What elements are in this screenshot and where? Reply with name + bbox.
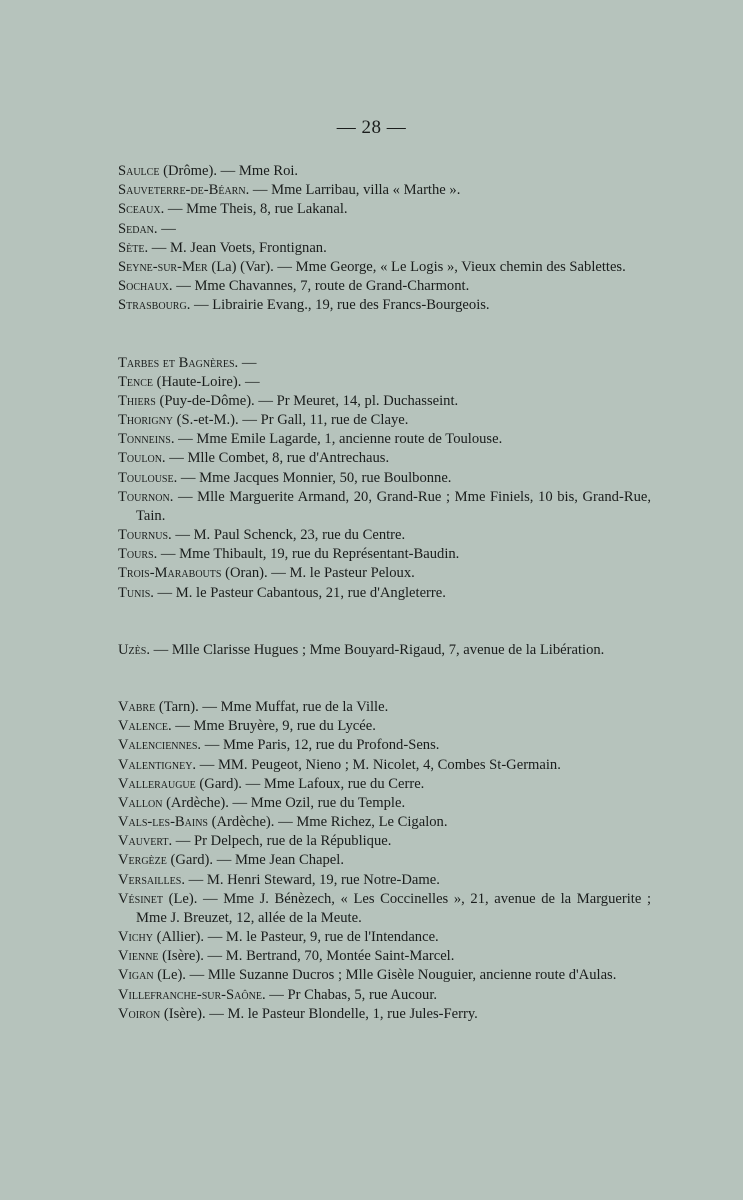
directory-entry [118,373,651,392]
entry-place: Villefranche-sur-Saône [118,986,262,1003]
directory-entry [118,411,651,430]
directory-entry [118,794,651,813]
directory-entry [118,890,651,928]
entry-place: Saulce [118,163,160,179]
directory-entry [118,392,651,411]
entry-details: . — Mme Bruyère, 9, rue du Lycée. [167,718,376,735]
entry-place: Vergèze [118,852,167,869]
entry-details: . — M. Henri Steward, 19, rue Notre-Dame. [181,871,440,888]
directory-entry [118,277,651,296]
entry-place: Tours [118,546,154,563]
entry-place: Seyne-sur-Mer [118,258,208,275]
entry-details: (Tarn). — Mme Muffat, rue de la Ville. [155,698,389,715]
entry-details: . — Mme Theis, 8, rue Lakanal. [160,201,348,218]
entry-place: Sauveterre-de-Béarn [118,182,246,199]
entry-place: Toulon [118,450,162,467]
entry-details: . — Mlle Combet, 8, rue d'Antrechaus. [161,450,390,467]
entry-details: . — Mlle Marguerite Armand, 20, Grand-Rue ; Mme Finiels, 10 bis, Grand-Rue, Tain. [136,488,651,524]
entry-details: . — MM. Peugeot, Nieno ; M. Nicolet, 4, Combes St-Germain. [192,756,561,773]
entry-details: (La) (Var). — Mme George, « Le Logis », Vieux chemin des Sablettes. [207,258,626,275]
entry-details: (Le). — Mme J. Bénèzech, « Les Coccinelles », 21, avenue de la Marguerite ; Mme J. Breuzet, 12, allée de la Meute. [136,890,651,926]
entry-place: Valenciennes [118,737,198,754]
directory-section [118,698,651,1024]
entry-details: . — Librairie Evang., 19, rue des Francs-Bourgeois. [186,297,490,314]
entry-place: Trois-Marabouts [118,565,222,582]
entry-place: Thiers [118,392,156,409]
directory-entry [118,220,651,239]
entry-details: . — Mme Jacques Monnier, 50, rue Boulbonne. [173,469,452,486]
entry-place: Sceaux [118,201,161,218]
entry-place: Tunis [118,584,151,601]
directory-entry [118,430,651,449]
directory-entry [118,947,651,966]
entry-details: (Haute-Loire). — [153,373,260,390]
entry-place: Valence [118,718,168,735]
entry-details: . — [234,354,257,371]
directory-entry [118,354,651,373]
entry-place: Thorigny [118,412,174,429]
entry-place: Vallon [118,794,163,811]
entry-details: (Ardèche). — Mme Richez, Le Cigalon. [208,814,448,831]
entry-details: (Drôme). — Mme Roi. [159,163,299,179]
entry-place: Vienne [118,948,159,965]
directory-entry [118,986,651,1005]
entry-details: (Le). — Mlle Suzanne Ducros ; Mlle Gisèle Nouguier, ancienne route d'Aulas. [153,967,617,984]
entry-details: (Isère). — M. Bertrand, 70, Montée Saint-Marcel. [158,948,455,965]
directory-entry [118,488,651,526]
entry-details: . — Pr Delpech, rue de la République. [168,833,392,850]
entry-place: Uzès [118,641,147,658]
directory-entry [118,775,651,794]
directory-entry [118,1005,651,1024]
directory-entry [118,200,651,219]
entry-details: . — Mme Emile Lagarde, 1, ancienne route de Toulouse. [170,431,503,448]
directory-entry [118,698,651,717]
entry-place: Sedan [118,220,154,237]
entry-place: Vigan [118,967,154,984]
entry-details: . — M. Paul Schenck, 23, rue du Centre. [168,527,406,543]
entry-details: (Gard). — Mme Jean Chapel. [166,852,344,869]
directory-entry [118,832,651,851]
directory-entry [118,736,651,755]
entry-place: Tournon [118,488,170,505]
entry-details: (Allier). — M. le Pasteur, 9, rue de l'Intendance. [152,929,439,945]
directory-entry [118,469,651,488]
directory-entry [118,239,651,258]
page-number: — 28 — [336,117,407,138]
entry-details: . — Mme Paris, 12, rue du Profond-Sens. [197,737,440,754]
directory-entry [118,584,651,603]
entry-place: Vauvert [118,833,169,850]
directory-entry [118,966,651,985]
entry-place: Tonneins [118,431,171,448]
entry-details: (Ardèche). — Mme Ozil, rue du Temple. [162,794,406,811]
entry-place: Strasbourg [118,297,187,314]
directory-entry [118,756,651,775]
entry-details: . — Mlle Clarisse Hugues ; Mme Bouyard-Rigaud, 7, avenue de la Libération. [146,641,605,658]
directory-entry [118,449,651,468]
directory-entry [118,871,651,890]
entry-details: (Puy-de-Dôme). — Pr Meuret, 14, pl. Duchasseint. [155,392,459,409]
directory-entry [118,296,651,315]
entry-place: Sochaux [118,278,169,295]
directory-entry [118,717,651,736]
directory-entry [118,545,651,564]
entry-details: . — [153,220,176,237]
entry-details: (Oran). — M. le Pasteur Peloux. [221,565,415,582]
directory-entry [118,258,651,277]
section-gap [118,335,651,354]
entry-details: . — Pr Chabas, 5, rue Aucour. [261,986,438,1003]
entry-details: . — M. Jean Voets, Frontignan. [144,239,327,256]
directory-entry [118,564,651,583]
directory-section [118,354,651,603]
entry-place: Tarbes et Bagnères [118,354,235,371]
section-gap [118,679,651,698]
section-gap [118,622,651,641]
entry-details: . — M. le Pasteur Cabantous, 21, rue d'Angleterre. [150,584,446,601]
directory-entry [118,641,651,660]
entry-place: Versailles [118,871,182,888]
entry-place: Valentigney [118,756,193,773]
entry-place: Valleraugue [118,775,196,792]
entry-details: (S.-et-M.). — Pr Gall, 11, rue de Claye. [173,412,409,429]
entry-place: Tence [118,373,154,390]
entry-details: . — Mme Larribau, villa « Marthe ». [245,182,461,199]
entry-place: Voiron [118,1005,161,1022]
directory-entry [118,162,651,181]
entry-details: . — Mme Chavannes, 7, route de Grand-Charmont. [168,278,470,295]
entry-place: Sète [118,239,145,256]
entry-place: Vals-les-Bains [118,814,208,831]
section-gap [118,603,651,622]
directory-entry [118,526,651,545]
entry-details: . — Mme Thibault, 19, rue du Représentant-Baudin. [153,546,460,563]
directory-section [118,162,651,315]
entry-place: Tournus [118,527,169,543]
directory-entry [118,813,651,832]
directory-entry [118,851,651,870]
directory-entry [118,181,651,200]
section-gap [118,316,651,335]
entry-place: Vabre [118,698,156,715]
entry-details: (Gard). — Mme Lafoux, rue du Cerre. [195,775,425,792]
directory-section [118,641,651,660]
entry-place: Vésinet [118,890,163,907]
directory-entry [118,928,651,947]
entry-place: Vichy [118,929,153,945]
entry-place: Toulouse [118,469,174,486]
section-gap [118,660,651,679]
entry-details: (Isère). — M. le Pasteur Blondelle, 1, rue Jules-Ferry. [160,1005,478,1022]
directory-list [118,162,651,1024]
